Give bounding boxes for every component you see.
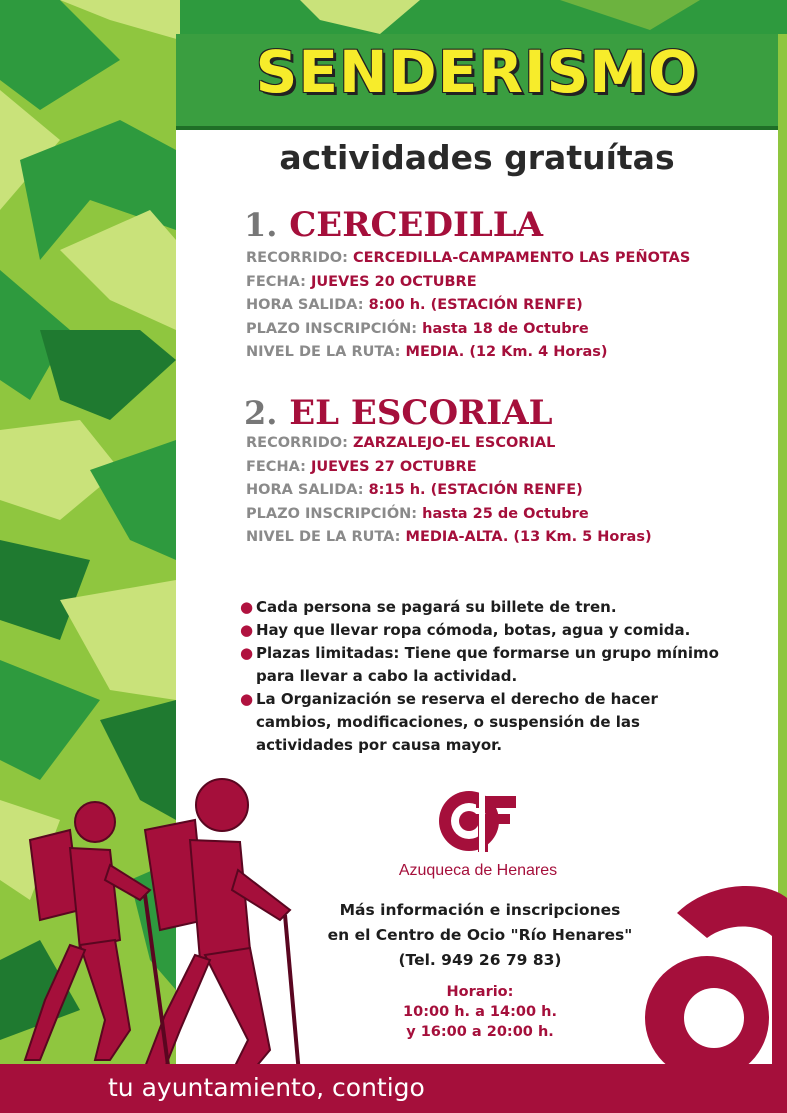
route-1-hora-label: HORA SALIDA: xyxy=(246,297,364,313)
route-2-fecha-row xyxy=(246,456,652,480)
bullet-icon: ● xyxy=(240,690,254,708)
bullet-icon: ● xyxy=(240,644,254,662)
route-1-name: CERCEDILLA xyxy=(289,205,544,245)
route-2-nivel-value: MEDIA-ALTA. (13 Km. 5 Horas) xyxy=(405,529,652,545)
route-1-hora-row xyxy=(246,294,690,318)
route-1-fecha-label: FECHA: xyxy=(246,273,306,290)
contact-phone: (Tel. 949 26 79 83) xyxy=(398,951,562,969)
route-1-nivel-value: MEDIA. (12 Km. 4 Horas) xyxy=(405,344,608,360)
note-line: La Organización se reserva el derecho de hacer xyxy=(256,690,658,708)
note-line: para llevar a cabo la actividad. xyxy=(256,667,518,685)
route-1-title xyxy=(244,205,543,245)
route-1-hora-value: 8:00 h. (ESTACIÓN RENFE) xyxy=(368,297,583,313)
schedule-line-1: 10:00 h. a 14:00 h. xyxy=(403,1004,557,1020)
route-2-hora-value: 8:15 h. (ESTACIÓN RENFE) xyxy=(368,482,583,498)
route-1-nivel-row xyxy=(246,341,690,365)
note-line: Hay que llevar ropa cómoda, botas, agua y comida. xyxy=(256,621,691,639)
route-2-fecha-value: JUEVES 27 OCTUBRE xyxy=(310,458,477,475)
route-1-recorrido-label: RECORRIDO: xyxy=(246,250,348,266)
route-2-details xyxy=(246,432,652,550)
route-1-fecha-value: JUEVES 20 OCTUBRE xyxy=(310,273,477,290)
route-1-plazo-value: hasta 18 de Octubre xyxy=(422,320,589,337)
note-line: actividades por causa mayor. xyxy=(256,736,503,754)
route-2-recorrido-row xyxy=(246,432,652,456)
brand-a-icon xyxy=(612,878,787,1078)
note-item xyxy=(238,642,758,688)
route-2-recorrido-label: RECORRIDO: xyxy=(246,435,348,451)
route-2-name: EL ESCORIAL xyxy=(289,393,553,433)
note-line: Cada persona se pagará su billete de tren. xyxy=(256,598,617,616)
route-1-nivel-label: NIVEL DE LA RUTA: xyxy=(246,344,401,360)
bullet-icon: ● xyxy=(240,621,254,639)
route-2-plazo-row xyxy=(246,503,652,527)
note-line: Plazas limitadas: Tiene que formarse un grupo mínimo xyxy=(256,644,719,662)
logo-caption: Azuqueca de Henares xyxy=(398,862,558,879)
route-2-nivel-label: NIVEL DE LA RUTA: xyxy=(246,529,401,545)
note-item xyxy=(238,596,758,619)
route-2-fecha-label: FECHA: xyxy=(246,458,306,475)
route-1-fecha-row xyxy=(246,271,690,295)
bullet-icon: ● xyxy=(240,598,254,616)
route-2-title xyxy=(244,393,553,433)
route-1-recorrido-row xyxy=(246,247,690,271)
schedule xyxy=(350,982,610,1042)
schedule-label: Horario: xyxy=(446,984,514,1000)
page-subtitle: actividades gratuítas xyxy=(279,138,675,177)
route-1-recorrido-value: CERCEDILLA-CAMPAMENTO LAS PEÑOTAS xyxy=(353,250,691,266)
route-2-number: 2. xyxy=(244,394,278,432)
note-item xyxy=(238,619,758,642)
hikers-illustration xyxy=(0,760,320,1090)
note-item xyxy=(238,688,758,757)
schedule-line-2: y 16:00 a 20:00 h. xyxy=(406,1024,554,1040)
note-line: cambios, modificaciones, o suspensión de las xyxy=(256,713,640,731)
route-1-number: 1. xyxy=(244,206,278,244)
page-title: SENDERISMO xyxy=(255,38,699,106)
route-1-plazo-label: PLAZO INSCRIPCIÓN: xyxy=(246,320,418,337)
route-2-plazo-value: hasta 25 de Octubre xyxy=(422,505,589,522)
contact-line-1: Más información e inscripciones xyxy=(339,901,621,919)
route-1-plazo-row xyxy=(246,318,690,342)
route-2-hora-row xyxy=(246,479,652,503)
route-2-nivel-row xyxy=(246,526,652,550)
notes-list xyxy=(238,596,758,757)
route-2-plazo-label: PLAZO INSCRIPCIÓN: xyxy=(246,505,418,522)
contact-line-2: en el Centro de Ocio "Río Henares" xyxy=(327,926,633,944)
route-1-details xyxy=(246,247,690,365)
route-2-recorrido-value: ZARZALEJO-EL ESCORIAL xyxy=(353,435,556,451)
azuqueca-logo-icon xyxy=(438,790,518,852)
footer-slogan: tu ayuntamiento, contigo xyxy=(108,1073,425,1102)
route-2-hora-label: HORA SALIDA: xyxy=(246,482,364,498)
